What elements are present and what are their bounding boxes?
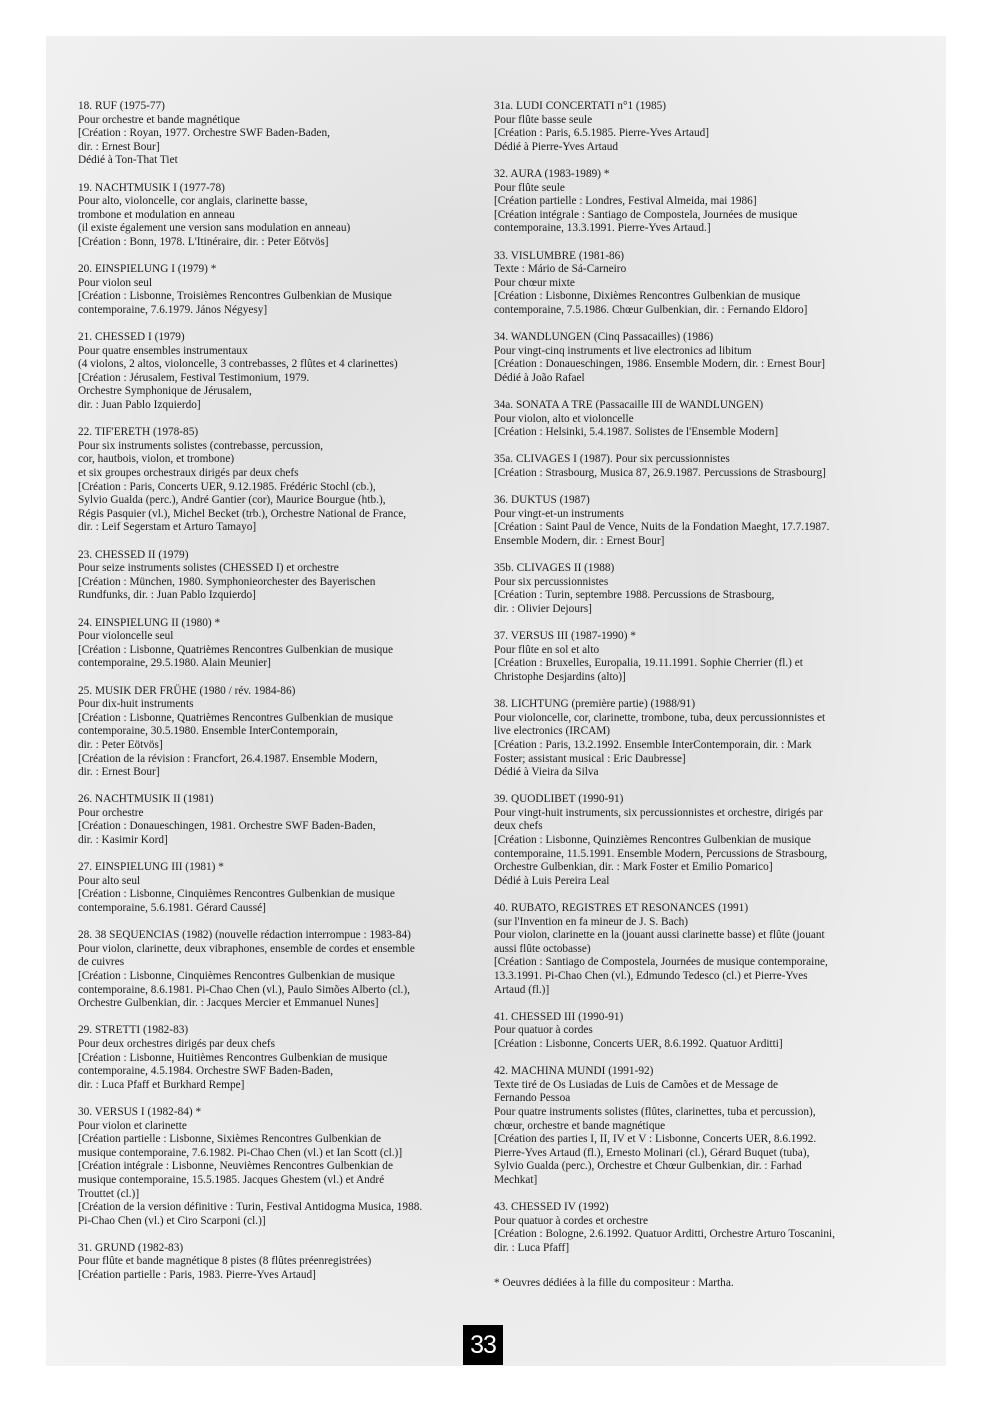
work-title: 36. DUKTUS (1987) bbox=[494, 494, 590, 507]
work-entry bbox=[78, 263, 476, 317]
work-detail-line: Pi-Chao Chen (vl.) et Ciro Scarponi (cl.)] bbox=[78, 1214, 266, 1227]
work-title: 19. NACHTMUSIK I (1977-78) bbox=[78, 181, 225, 194]
work-entry bbox=[78, 549, 476, 603]
work-detail-line: [Création : Lisbonne, Quinzièmes Rencontres Gulbenkian de musique bbox=[494, 834, 811, 847]
work-detail-line: dir. : Peter Eötvös] bbox=[78, 738, 163, 751]
work-title: 24. EINSPIELUNG II (1980) * bbox=[78, 616, 221, 629]
work-detail-line: [Création : Lisbonne, Cinquièmes Rencontres Gulbenkian de musique bbox=[78, 888, 395, 901]
work-detail-line: Christophe Desjardins (alto)] bbox=[494, 670, 626, 683]
work-detail-line: Texte : Mário de Sá-Carneiro bbox=[494, 263, 627, 276]
work-detail-line: musique contemporaine, 7.6.1982. Pi-Chao Chen (vl.) et Ian Scott (cl.)] bbox=[78, 1146, 403, 1159]
work-entry bbox=[494, 698, 894, 780]
work-detail-line: Pour dix-huit instruments bbox=[78, 698, 194, 711]
work-entry bbox=[78, 182, 476, 250]
work-title: 28. 38 SEQUENCIAS (1982) (nouvelle rédaction interrompue : 1983-84) bbox=[78, 929, 411, 942]
work-detail-line: [Création partielle : Lisbonne, Sixièmes Rencontres Gulbenkian de bbox=[78, 1133, 382, 1146]
work-detail-line: Ensemble Modern, dir. : Ernest Bour] bbox=[494, 535, 665, 547]
work-detail-line: contemporaine, 11.5.1991. Ensemble Modern, Percussions de Strasbourg, bbox=[494, 847, 828, 860]
work-detail-line: Dédié à Ton-That Tiet bbox=[78, 154, 178, 167]
work-title: 23. CHESSED II (1979) bbox=[78, 548, 189, 561]
work-detail-line: Orchestre Gulbenkian, dir. : Jacques Mercier et Emmanuel Nunes] bbox=[78, 997, 379, 1010]
work-detail-line: live electronics (IRCAM) bbox=[494, 725, 611, 738]
work-entry bbox=[78, 1024, 476, 1092]
work-detail-line: [Création de la révision : Francfort, 26.4.1987. Ensemble Modern, bbox=[78, 752, 378, 765]
right-column-entries bbox=[494, 100, 894, 1255]
work-detail-line: dir. : Luca Pfaff] bbox=[494, 1241, 570, 1254]
work-entry bbox=[78, 1242, 476, 1283]
work-entry bbox=[78, 793, 476, 847]
work-detail-line: Dédié à Vieira da Silva bbox=[494, 766, 599, 779]
work-detail-line: aussi flûte octobasse) bbox=[494, 942, 591, 955]
work-title: 26. NACHTMUSIK II (1981) bbox=[78, 793, 214, 806]
work-detail-line: (sur l'Invention en fa mineur de J. S. Bach) bbox=[494, 915, 689, 928]
footnote: * Oeuvres dédiées à la fille du compositeur : Martha. bbox=[494, 1277, 734, 1290]
work-detail-line: [Création : Lisbonne, Troisièmes Rencontres Gulbenkian de Musique bbox=[78, 290, 392, 303]
work-detail-line: Rundfunks, dir. : Juan Pablo Izquierdo] bbox=[78, 589, 256, 602]
work-title: 40. RUBATO, REGISTRES ET RESONANCES (1991) bbox=[494, 902, 749, 915]
work-detail-line: Pour quatuor à cordes et orchestre bbox=[494, 1214, 649, 1227]
work-title: 33. VISLUMBRE (1981-86) bbox=[494, 249, 625, 262]
work-detail-line: contemporaine, 29.5.1980. Alain Meunier] bbox=[78, 657, 271, 670]
work-detail-line: Pour six percussionnistes bbox=[494, 575, 609, 588]
work-detail-line: [Création des parties I, II, IV et V : Lisbonne, Concerts UER, 8.6.1992. bbox=[494, 1133, 817, 1146]
work-entry bbox=[78, 929, 476, 1011]
work-detail-line: dir. : Olivier Dejours] bbox=[494, 602, 592, 615]
work-detail-line: Pour violon, clarinette en la (jouant aussi clarinette basse) et flûte (jouant bbox=[494, 929, 825, 942]
work-entry bbox=[78, 1106, 476, 1228]
work-detail-line: [Création : Jérusalem, Festival Testimonium, 1979. bbox=[78, 371, 310, 384]
work-title: 32. AURA (1983-1989) * bbox=[494, 167, 610, 180]
work-detail-line: Pour flûte seule bbox=[494, 181, 565, 194]
work-title: 25. MUSIK DER FRÜHE (1980 / rév. 1984-86) bbox=[78, 684, 296, 697]
work-entry bbox=[494, 399, 894, 440]
work-detail-line: [Création : Lisbonne, Quatrièmes Rencontres Gulbenkian de musique bbox=[78, 643, 393, 656]
work-entry bbox=[494, 331, 894, 385]
work-detail-line: dir. : Kasimir Kord] bbox=[78, 834, 168, 847]
work-detail-line: Pour violon, alto et violoncelle bbox=[494, 412, 634, 425]
work-detail-line: contemporaine, 7.6.1979. János Négyesy] bbox=[78, 303, 268, 316]
work-entry bbox=[494, 250, 894, 318]
work-detail-line: Fernando Pessoa bbox=[494, 1092, 571, 1105]
work-detail-line: [Création partielle : Londres, Festival Almeida, mai 1986] bbox=[494, 195, 757, 208]
work-detail-line: Sylvio Gualda (perc.), Orchestre et Chœur Gulbenkian, dir. : Farhad bbox=[494, 1160, 802, 1173]
work-detail-line: et six groupes orchestraux dirigés par deux chefs bbox=[78, 467, 299, 480]
work-detail-line: Pierre-Yves Artaud (fl.), Ernesto Molinari (cl.), Gérard Buquet (tuba), bbox=[494, 1146, 810, 1159]
work-detail-line: contemporaine, 8.6.1981. Pi-Chao Chen (vl.), Paulo Simões Alberto (cl.), bbox=[78, 983, 410, 996]
work-detail-line: deux chefs bbox=[494, 820, 543, 833]
work-detail-line: [Création : Santiago de Compostela, Journées de musique contemporaine, bbox=[494, 956, 828, 969]
work-detail-line: Trouttet (cl.)] bbox=[78, 1187, 140, 1200]
work-detail-line: Orchestre Gulbenkian, dir. : Mark Foster et Emilio Pomarico] bbox=[494, 861, 773, 874]
work-entry bbox=[494, 902, 894, 997]
work-title: 37. VERSUS III (1987-1990) * bbox=[494, 630, 636, 643]
work-detail-line: Pour vingt-et-un instruments bbox=[494, 507, 624, 520]
work-detail-line: (4 violons, 2 altos, violoncelle, 3 contrebasses, 2 flûtes et 4 clarinettes) bbox=[78, 358, 398, 371]
work-detail-line: Mechkat] bbox=[494, 1173, 538, 1186]
work-detail-line: Pour violon, clarinette, deux vibraphones, ensemble de cordes et ensemble bbox=[78, 942, 415, 955]
work-detail-line: Orchestre Symphonique de Jérusalem, bbox=[78, 385, 252, 398]
work-title: 31a. LUDI CONCERTATI n°1 (1985) bbox=[494, 100, 667, 112]
work-detail-line: [Création intégrale : Lisbonne, Neuvièmes Rencontres Gulbenkian de bbox=[78, 1160, 393, 1173]
work-detail-line: contemporaine, 13.3.1991. Pierre-Yves Artaud.] bbox=[494, 222, 711, 235]
work-entry bbox=[494, 1201, 894, 1255]
work-title: 35a. CLIVAGES I (1987). Pour six percussionnistes bbox=[494, 453, 730, 466]
work-title: 27. EINSPIELUNG III (1981) * bbox=[78, 861, 224, 874]
work-detail-line: (il existe également une version sans modulation en anneau) bbox=[78, 222, 351, 235]
work-detail-line: [Création : Lisbonne, Cinquièmes Rencontres Gulbenkian de musique bbox=[78, 970, 395, 982]
work-detail-line: Artaud (fl.)] bbox=[494, 983, 550, 996]
work-detail-line: [Création : Lisbonne, Concerts UER, 8.6.1992. Quatuor Arditti] bbox=[494, 1037, 783, 1050]
work-detail-line: [Création : Paris, 6.5.1985. Pierre-Yves Artaud] bbox=[494, 127, 710, 140]
work-detail-line: [Création : Lisbonne, Huitièmes Rencontres Gulbenkian de musique bbox=[78, 1051, 388, 1064]
work-title: 18. RUF (1975-77) bbox=[78, 100, 165, 112]
work-detail-line: dir. : Ernest Bour] bbox=[78, 766, 160, 779]
work-detail-line: cor, hautbois, violon, et trombone) bbox=[78, 453, 235, 466]
work-detail-line: Pour orchestre et bande magnétique bbox=[78, 113, 240, 126]
work-detail-line: Dédié à Luis Pereira Leal bbox=[494, 874, 610, 887]
work-title: 20. EINSPIELUNG I (1979) * bbox=[78, 263, 217, 276]
work-entry bbox=[78, 861, 476, 915]
work-detail-line: Pour seize instruments solistes (CHESSED I) et orchestre bbox=[78, 562, 339, 575]
work-detail-line: contemporaine, 5.6.1981. Gérard Caussé] bbox=[78, 902, 266, 915]
work-detail-line: Pour quatre instruments solistes (flûtes, clarinettes, tuba et percussion), bbox=[494, 1105, 816, 1118]
work-detail-line: Pour flûte basse seule bbox=[494, 113, 593, 126]
work-detail-line: [Création : Strasbourg, Musica 87, 26.9.1987. Percussions de Strasbourg] bbox=[494, 467, 826, 480]
work-detail-line: [Création : Donaueschingen, 1986. Ensemble Modern, dir. : Ernest Bour] bbox=[494, 358, 825, 371]
work-entry bbox=[494, 494, 894, 548]
work-title: 22. TIF'ERETH (1978-85) bbox=[78, 426, 199, 439]
work-detail-line: de cuivres bbox=[78, 956, 125, 969]
work-detail-line: dir. : Leif Segerstam et Arturo Tamayo] bbox=[78, 521, 257, 534]
work-entry bbox=[78, 100, 476, 168]
work-title: 41. CHESSED III (1990-91) bbox=[494, 1010, 624, 1023]
work-detail-line: Pour violoncelle seul bbox=[78, 630, 174, 643]
work-detail-line: dir. : Juan Pablo Izquierdo] bbox=[78, 399, 201, 412]
work-detail-line: [Création intégrale : Santiago de Compostela, Journées de musique bbox=[494, 208, 798, 221]
work-entry bbox=[494, 793, 894, 888]
work-title: 43. CHESSED IV (1992) bbox=[494, 1201, 609, 1214]
work-title: 38. LICHTUNG (première partie) (1988/91) bbox=[494, 698, 696, 711]
work-detail-line: [Création : Paris, Concerts UER, 9.12.1985. Frédéric Stochl (cb.), bbox=[78, 480, 376, 493]
work-detail-line: dir. : Ernest Bour] bbox=[78, 140, 160, 153]
work-title: 21. CHESSED I (1979) bbox=[78, 331, 185, 344]
work-entry bbox=[78, 426, 476, 535]
work-title: 39. QUODLIBET (1990-91) bbox=[494, 793, 624, 806]
work-title: 29. STRETTI (1982-83) bbox=[78, 1024, 189, 1037]
work-detail-line: Pour orchestre bbox=[78, 806, 144, 819]
work-detail-line: [Création partielle : Paris, 1983. Pierre-Yves Artaud] bbox=[78, 1269, 316, 1282]
work-detail-line: Pour deux orchestres dirigés par deux chefs bbox=[78, 1037, 276, 1050]
work-detail-line: chœur, orchestre et bande magnétique bbox=[494, 1119, 666, 1132]
work-detail-line: [Création : Turin, septembre 1988. Percussions de Strasbourg, bbox=[494, 589, 775, 602]
work-detail-line: Régis Pasquier (vl.), Michel Becket (trb.), Orchestre National de France, bbox=[78, 507, 407, 520]
right-column bbox=[494, 100, 894, 1291]
work-title: 31. GRUND (1982-83) bbox=[78, 1241, 184, 1254]
work-detail-line: 13.3.1991. Pi-Chao Chen (vl.), Edmundo Tedesco (cl.) et Pierre-Yves bbox=[494, 970, 808, 982]
work-detail-line: Pour quatuor à cordes bbox=[494, 1024, 593, 1037]
work-detail-line: trombone et modulation en anneau bbox=[78, 208, 235, 221]
page-number: 33 bbox=[463, 1325, 503, 1365]
work-entry bbox=[494, 1065, 894, 1187]
work-entry bbox=[494, 562, 894, 616]
work-detail-line: [Création de la version définitive : Turin, Festival Antidogma Musica, 1988. bbox=[78, 1201, 423, 1214]
work-detail-line: Pour flûte et bande magnétique 8 pistes (8 flûtes préenregistrées) bbox=[78, 1255, 372, 1268]
work-title: 34. WANDLUNGEN (Cinq Passacailles) (1986) bbox=[494, 331, 714, 344]
work-detail-line: [Création : Donaueschingen, 1981. Orchestre SWF Baden-Baden, bbox=[78, 820, 376, 833]
work-title: 42. MACHINA MUNDI (1991-92) bbox=[494, 1065, 654, 1078]
work-detail-line: Sylvio Gualda (perc.), André Gantier (cor), Maurice Bourgue (htb.), bbox=[78, 494, 386, 507]
left-column bbox=[78, 100, 476, 1296]
work-detail-line: [Création : Bonn, 1978. L'Itinéraire, dir. : Peter Eötvös] bbox=[78, 235, 329, 248]
work-entry bbox=[78, 331, 476, 413]
work-detail-line: [Création : Helsinki, 5.4.1987. Solistes de l'Ensemble Modern] bbox=[494, 426, 779, 439]
work-entry bbox=[494, 100, 894, 154]
work-entry bbox=[494, 1011, 894, 1052]
work-detail-line: Pour quatre ensembles instrumentaux bbox=[78, 344, 248, 357]
work-detail-line: Dédié à Pierre-Yves Artaud bbox=[494, 140, 619, 153]
work-detail-line: [Création : Saint Paul de Vence, Nuits de la Fondation Maeght, 17.7.1987. bbox=[494, 521, 830, 534]
work-detail-line: [Création : Bruxelles, Europalia, 19.11.1991. Sophie Cherrier (fl.) et bbox=[494, 657, 803, 670]
work-detail-line: [Création : Royan, 1977. Orchestre SWF Baden-Baden, bbox=[78, 127, 330, 140]
work-detail-line: Pour violon et clarinette bbox=[78, 1119, 187, 1132]
work-detail-line: Pour chœur mixte bbox=[494, 276, 575, 289]
work-detail-line: Pour alto seul bbox=[78, 874, 141, 887]
work-detail-line: [Création : Paris, 13.2.1992. Ensemble InterContemporain, dir. : Mark bbox=[494, 738, 812, 751]
work-detail-line: Pour six instruments solistes (contrebasse, percussion, bbox=[78, 439, 324, 452]
work-detail-line: [Création : Bologne, 2.6.1992. Quatuor Arditti, Orchestre Arturo Toscanini, bbox=[494, 1228, 835, 1241]
work-detail-line: Foster; assistant musical : Eric Daubresse] bbox=[494, 752, 686, 765]
work-title: 35b. CLIVAGES II (1988) bbox=[494, 562, 615, 575]
work-detail-line: [Création : München, 1980. Symphonieorchester des Bayerischen bbox=[78, 575, 376, 588]
work-title: 30. VERSUS I (1982-84) * bbox=[78, 1105, 202, 1118]
work-detail-line: Pour violon seul bbox=[78, 276, 153, 289]
work-detail-line: Pour flûte en sol et alto bbox=[494, 643, 600, 656]
work-detail-line: Pour alto, violoncelle, cor anglais, clarinette basse, bbox=[78, 195, 308, 208]
work-detail-line: Pour vingt-cinq instruments et live electronics ad libitum bbox=[494, 344, 752, 357]
work-detail-line: Pour violoncelle, cor, clarinette, trombone, tuba, deux percussionnistes et bbox=[494, 711, 826, 724]
work-detail-line: dir. : Luca Pfaff et Burkhard Rempe] bbox=[78, 1078, 245, 1091]
work-detail-line: Texte tiré de Os Lusiadas de Luis de Camões et de Message de bbox=[494, 1078, 779, 1091]
work-detail-line: musique contemporaine, 15.5.1985. Jacques Ghestem (vl.) et André bbox=[78, 1173, 385, 1186]
work-entry bbox=[494, 453, 894, 480]
work-title: 34a. SONATA A TRE (Passacaille III de WANDLUNGEN) bbox=[494, 399, 764, 412]
work-entry bbox=[78, 685, 476, 780]
work-detail-line: contemporaine, 7.5.1986. Chœur Gulbenkian, dir. : Fernando Eldoro] bbox=[494, 303, 808, 316]
work-entry bbox=[494, 168, 894, 236]
work-detail-line: [Création : Lisbonne, Dixièmes Rencontres Gulbenkian de musique bbox=[494, 290, 801, 303]
work-entry bbox=[78, 617, 476, 671]
work-detail-line: [Création : Lisbonne, Quatrièmes Rencontres Gulbenkian de musique bbox=[78, 711, 393, 724]
work-detail-line: Pour vingt-huit instruments, six percussionnistes et orchestre, dirigés par bbox=[494, 806, 823, 819]
work-detail-line: contemporaine, 4.5.1984. Orchestre SWF Baden-Baden, bbox=[78, 1065, 334, 1078]
work-detail-line: contemporaine, 30.5.1980. Ensemble InterContemporain, bbox=[78, 725, 338, 738]
work-detail-line: Dédié à João Rafael bbox=[494, 371, 585, 384]
work-entry bbox=[494, 630, 894, 684]
